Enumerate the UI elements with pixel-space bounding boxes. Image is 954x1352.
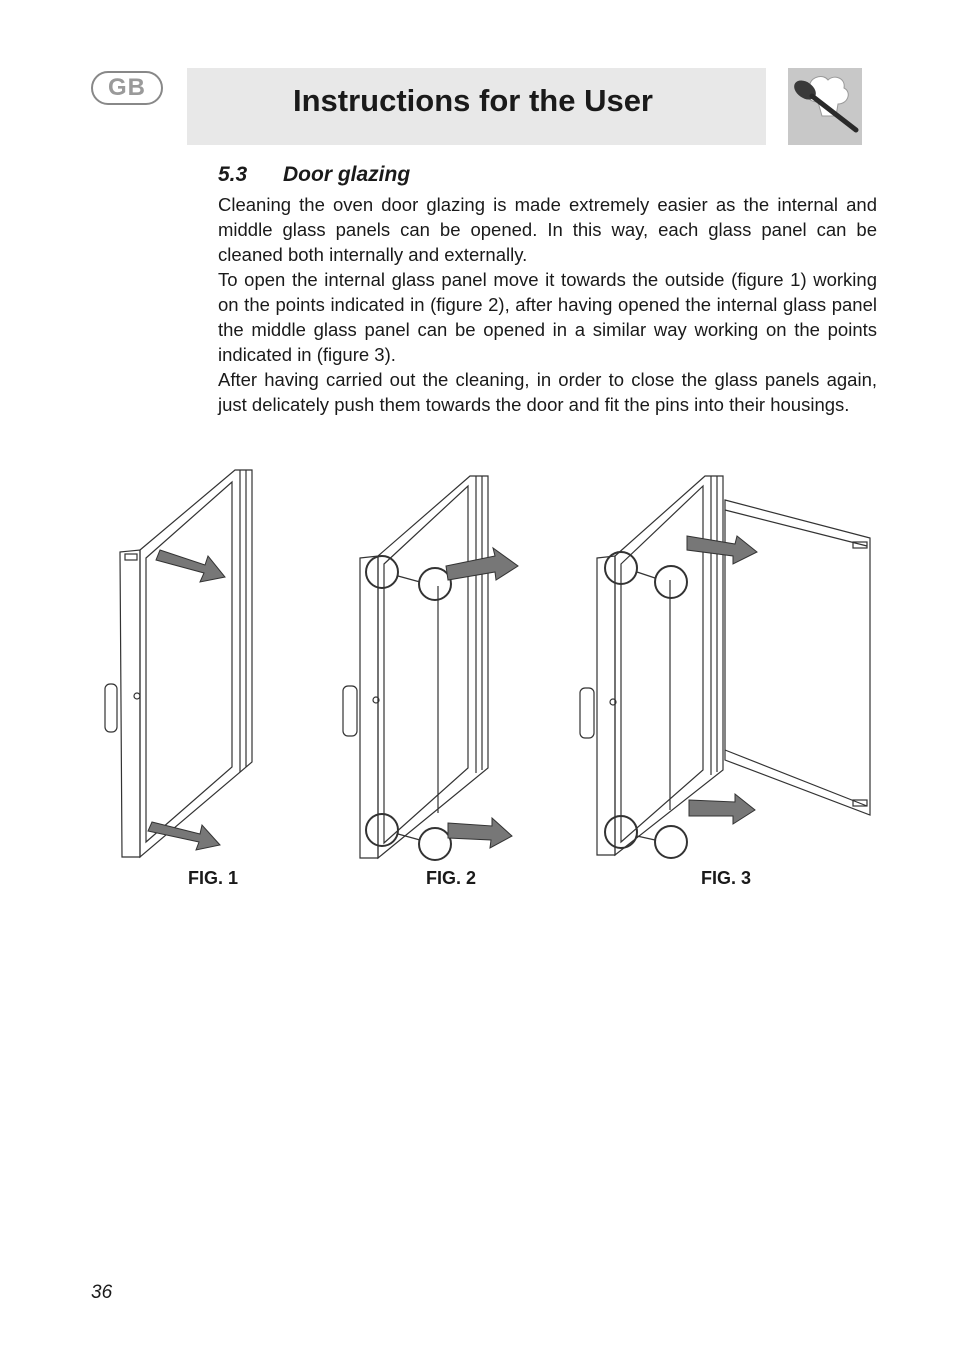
door-glass-open-drawing [575,470,875,865]
page-title: Instructions for the User [293,83,653,118]
figure-3-illustration [575,470,875,870]
figure-2-caption: FIG. 2 [426,868,477,888]
body-text [218,192,877,417]
language-badge [91,71,163,105]
figure-2-illustration [340,468,530,873]
paragraph-3: After having carried out the cleaning, in order to close the glass panels again, just delicately push them towards the door and fit the pins into their housings. [218,369,877,415]
page-header [187,68,766,145]
door-panel-open-drawing [100,462,260,862]
section-number: 5.3 [218,163,248,186]
page-number: 36 [91,1282,113,1303]
spoon-chef-hat-icon-graphic [788,68,862,145]
section-heading [218,163,410,187]
paragraph-2: To open the internal glass panel move it towards the outside (figure 1) working on the points indicated in (figure 2), after having opened the internal glass panel the middle glass panel can be opened in a similar way working on the points indicated in (figure 3). [218,269,877,365]
language-badge-label: GB [108,74,146,101]
figure-1-caption: FIG. 1 [188,868,239,888]
figure-3-caption: FIG. 3 [701,868,752,888]
spoon-chef-hat-icon [788,68,862,145]
door-glass-points-drawing [340,468,530,868]
figure-1-illustration [100,462,260,867]
paragraph-1: Cleaning the oven door glazing is made extremely easier as the internal and middle glass panels can be opened. In this way, each glass panel can be cleaned both internally and externally. [218,194,877,265]
section-title: Door glazing [283,163,411,186]
